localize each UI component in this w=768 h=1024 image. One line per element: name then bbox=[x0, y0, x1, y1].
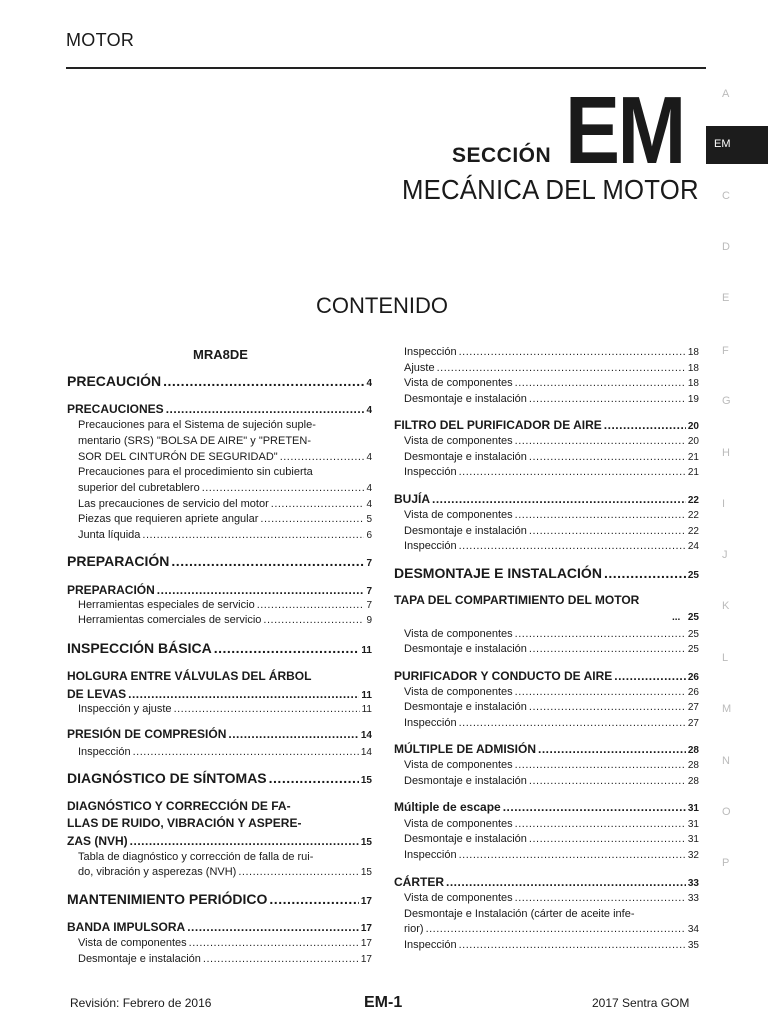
toc-entry[interactable]: superior del cubretablero ..... 4 bbox=[78, 481, 372, 496]
toc-entry[interactable]: ZAS (NVH) ..... 15 bbox=[67, 834, 372, 850]
toc-dots: ... bbox=[672, 612, 681, 623]
section-tab-m[interactable]: M bbox=[722, 703, 732, 715]
toc-entry-text: HOLGURA ENTRE VÁLVULAS DEL ÁRBOL bbox=[67, 669, 312, 683]
toc-entry[interactable]: Desmontaje e instalación ..... 21 bbox=[404, 450, 699, 465]
toc-entry[interactable]: MÚLTIPLE DE ADMISIÓN ..... 28 bbox=[394, 742, 699, 758]
section-tab-a[interactable]: A bbox=[722, 88, 730, 100]
toc-entry[interactable]: Vista de componentes ..... 25 bbox=[404, 627, 699, 642]
section-label: MOTOR bbox=[66, 30, 135, 50]
engine-code: MRA8DE bbox=[193, 347, 248, 362]
model-name: 2017 Sentra GOM bbox=[592, 996, 690, 1010]
toc-entry[interactable]: Vista de componentes ..... 20 bbox=[404, 434, 699, 449]
toc-entry[interactable]: Desmontaje e instalación ..... 22 bbox=[404, 524, 699, 539]
toc-entry[interactable]: Vista de componentes ..... 18 bbox=[404, 376, 699, 391]
toc-entry[interactable]: CÁRTER ..... 33 bbox=[394, 875, 699, 891]
toc-entry[interactable]: MANTENIMIENTO PERIÓDICO ..... 17 bbox=[67, 892, 372, 909]
toc-entry-text: Precauciones para el procedimiento sin cubierta bbox=[78, 466, 313, 478]
toc-entry[interactable]: Desmontaje e instalación ..... 27 bbox=[404, 700, 699, 715]
toc-entry[interactable]: BUJÍA ..... 22 bbox=[394, 492, 699, 508]
toc-entry[interactable]: SOR DEL CINTURÓN DE SEGURIDAD" ..... 4 bbox=[78, 450, 372, 465]
seccion-label: SECCIÓN bbox=[452, 144, 552, 167]
toc-entry[interactable]: Inspección ..... 35 bbox=[404, 938, 699, 953]
toc-entry[interactable]: Desmontaje e instalación ..... 25 bbox=[404, 642, 699, 657]
section-tab-p[interactable]: P bbox=[722, 857, 730, 869]
toc-entry[interactable]: Vista de componentes ..... 31 bbox=[404, 817, 699, 832]
section-code: EM bbox=[565, 77, 684, 184]
section-tab-k[interactable]: K bbox=[722, 600, 730, 612]
toc-entry[interactable]: PRECAUCIONES ..... 4 bbox=[67, 402, 372, 418]
toc-entry[interactable]: Múltiple de escape ..... 31 bbox=[394, 800, 699, 816]
section-tab-e[interactable]: E bbox=[722, 292, 730, 304]
toc-entry[interactable]: PRECAUCIÓN ..... 4 bbox=[67, 374, 372, 391]
header-rule bbox=[66, 67, 706, 69]
toc-entry[interactable]: Inspección ..... 32 bbox=[404, 848, 699, 863]
section-tab-d[interactable]: D bbox=[722, 241, 730, 253]
page-number: EM-1 bbox=[364, 994, 403, 1011]
section-title: MECÁNICA DEL MOTOR bbox=[402, 174, 699, 205]
toc-entry[interactable]: do, vibración y asperezas (NVH) ..... 15 bbox=[78, 865, 372, 880]
section-tab-i[interactable]: I bbox=[722, 498, 726, 510]
toc-entry[interactable]: DESMONTAJE E INSTALACIÓN ..... 25 bbox=[394, 566, 699, 583]
toc-entry-text: mentario (SRS) "BOLSA DE AIRE" y "PRETEN- bbox=[78, 435, 311, 447]
section-tab-l[interactable]: L bbox=[722, 652, 729, 664]
toc-entry[interactable]: Inspección y ajuste ..... 11 bbox=[78, 702, 372, 717]
toc-entry[interactable]: Las precauciones de servicio del motor ..... 4 bbox=[78, 497, 372, 512]
toc-entry[interactable]: Vista de componentes ..... 22 bbox=[404, 508, 699, 523]
toc-entry[interactable]: Inspección ..... 24 bbox=[404, 539, 699, 554]
toc-entry[interactable]: PREPARACIÓN ..... 7 bbox=[67, 583, 372, 599]
toc-entry[interactable]: Herramientas comerciales de servicio ..... 9 bbox=[78, 613, 372, 628]
section-tab-em[interactable]: EM bbox=[706, 126, 768, 164]
toc-entry[interactable]: Herramientas especiales de servicio ..... 7 bbox=[78, 598, 372, 613]
section-tab-n[interactable]: N bbox=[722, 755, 730, 767]
toc-entry[interactable]: Piezas que requieren apriete angular ..... 5 bbox=[78, 512, 372, 527]
toc-entry[interactable]: 25 bbox=[687, 612, 699, 623]
toc-entry[interactable]: Vista de componentes ..... 26 bbox=[404, 685, 699, 700]
toc-entry[interactable]: Desmontaje e instalación ..... 17 bbox=[78, 952, 372, 967]
toc-entry[interactable]: BANDA IMPULSORA ..... 17 bbox=[67, 920, 372, 936]
toc-entry[interactable]: PRESIÓN DE COMPRESIÓN ..... 14 bbox=[67, 727, 372, 743]
toc-entry[interactable]: PREPARACIÓN ..... 7 bbox=[67, 554, 372, 571]
toc-entry[interactable]: Inspección ..... 21 bbox=[404, 465, 699, 480]
toc-entry[interactable]: Vista de componentes ..... 17 bbox=[78, 936, 372, 951]
section-tab-f[interactable]: F bbox=[722, 345, 729, 357]
toc-entry-text: Tabla de diagnóstico y corrección de falla de rui- bbox=[78, 851, 314, 863]
toc-entry[interactable]: DIAGNÓSTICO DE SÍNTOMAS ..... 15 bbox=[67, 771, 372, 788]
section-tab-j[interactable]: J bbox=[722, 549, 728, 561]
toc-entry[interactable]: Inspección ..... 14 bbox=[78, 745, 372, 760]
section-tab-h[interactable]: H bbox=[722, 447, 730, 459]
toc-entry[interactable]: Desmontaje e instalación ..... 31 bbox=[404, 832, 699, 847]
revision-date: Revisión: Febrero de 2016 bbox=[70, 996, 212, 1010]
toc-entry-text: Precauciones para el Sistema de sujeción suple- bbox=[78, 419, 316, 431]
section-tab-o[interactable]: O bbox=[722, 806, 731, 818]
toc-entry[interactable]: FILTRO DEL PURIFICADOR DE AIRE ..... 20 bbox=[394, 418, 699, 434]
toc-entry[interactable]: Ajuste ..... 18 bbox=[404, 361, 699, 376]
toc-entry[interactable]: Vista de componentes ..... 28 bbox=[404, 758, 699, 773]
toc-entry[interactable]: DE LEVAS ..... 11 bbox=[67, 687, 372, 703]
section-tab-c[interactable]: C bbox=[722, 190, 730, 202]
toc-entry-text: DIAGNÓSTICO Y CORRECCIÓN DE FA- bbox=[67, 799, 291, 813]
toc-entry-text: LLAS DE RUIDO, VIBRACIÓN Y ASPERE- bbox=[67, 816, 302, 830]
toc-entry[interactable]: rior) ..... 34 bbox=[404, 922, 699, 937]
toc-entry[interactable]: Vista de componentes ..... 33 bbox=[404, 891, 699, 906]
toc-entry[interactable]: Inspección ..... 27 bbox=[404, 716, 699, 731]
toc-entry-text: Desmontaje e Instalación (cárter de aceite infe- bbox=[404, 908, 635, 920]
toc-entry[interactable]: Inspección ..... 18 bbox=[404, 345, 699, 360]
toc-entry[interactable]: Desmontaje e instalación ..... 28 bbox=[404, 774, 699, 789]
toc-entry[interactable]: Junta líquida ..... 6 bbox=[78, 528, 372, 543]
contents-title: CONTENIDO bbox=[316, 293, 448, 318]
toc-entry-text: TAPA DEL COMPARTIMIENTO DEL MOTOR bbox=[394, 593, 640, 607]
toc-entry[interactable]: PURIFICADOR Y CONDUCTO DE AIRE ..... 26 bbox=[394, 669, 699, 685]
section-tab-g[interactable]: G bbox=[722, 395, 731, 407]
toc-entry[interactable]: INSPECCIÓN BÁSICA ..... 11 bbox=[67, 641, 372, 658]
toc-entry[interactable]: Desmontaje e instalación ..... 19 bbox=[404, 392, 699, 407]
